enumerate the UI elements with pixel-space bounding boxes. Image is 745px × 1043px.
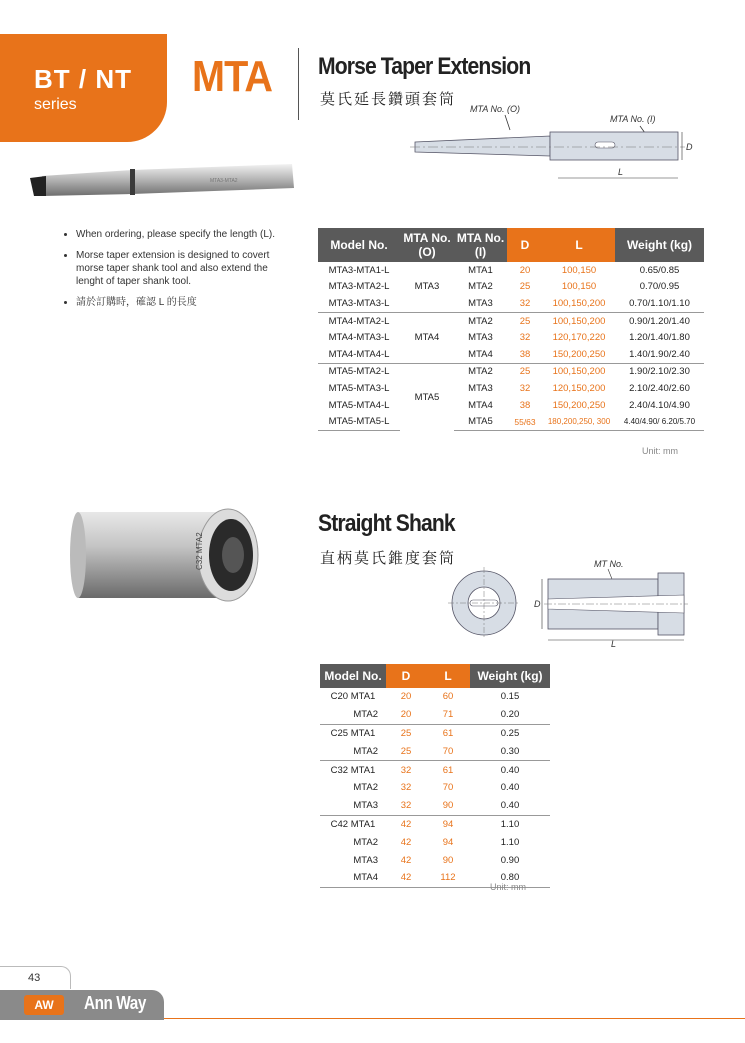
table-row: C25 MTA1 25 61 0.25 xyxy=(320,724,550,742)
taper-extension-photo xyxy=(22,160,302,210)
unit-label-1: Unit: mm xyxy=(642,446,678,456)
col-model: Model No. xyxy=(320,664,386,688)
photo-marking: MTA3-MTA2 xyxy=(210,178,238,184)
page-title-zh: 莫氏延長鑽頭套筒 xyxy=(320,91,457,108)
straight-shank-photo xyxy=(68,500,268,610)
ordering-notes xyxy=(60,228,276,317)
col-weight: Weight (kg) xyxy=(470,664,550,688)
table-row: MTA4-MTA4-L MTA4 38 150,200,250 1.40/1.90/2.40 xyxy=(328,348,690,360)
table-row: MTA5-MTA4-L MTA4 38 150,200,250 2.40/4.10/4.90 xyxy=(328,399,690,411)
table-row: MTA3 32 90 0.40 xyxy=(353,800,520,812)
label-mta-i: MTA No. (I) xyxy=(610,114,656,124)
table-row: MTA2 25 70 0.30 xyxy=(353,745,520,757)
page-title: Morse Taper Extension xyxy=(318,53,531,80)
table-row: MTA3 42 90 0.90 xyxy=(353,854,520,866)
col-d: D xyxy=(386,664,426,688)
col-mta-i: MTA No. (I) xyxy=(454,228,507,262)
label-l-2: L xyxy=(611,639,617,649)
table-row: MTA5-MTA3-L MTA3 32 120,150,200 2.10/2.40/2.60 xyxy=(328,382,690,394)
col-model: Model No. xyxy=(318,228,400,262)
series-title: BT / NT xyxy=(34,64,132,94)
label-d: D xyxy=(686,142,693,152)
table-row: C42 MTA1 42 94 1.10 xyxy=(320,815,550,833)
brand-name: Ann Way xyxy=(84,993,146,1013)
taper-extension-table xyxy=(318,228,704,431)
col-l: L xyxy=(543,228,615,262)
note-item: • Morse taper extension is designed to covert morse taper shank tool and also extend the lenght of taper shank tool. xyxy=(76,249,276,288)
unit-label-2: Unit: mm xyxy=(490,882,526,892)
mta-logo: MTA xyxy=(192,52,273,101)
label-d-2: D xyxy=(534,599,541,609)
col-d: D xyxy=(507,228,543,262)
col-weight: Weight (kg) xyxy=(615,228,704,262)
table-row: MTA3-MTA2-L MTA2 25 100,150 0.70/0.95 xyxy=(328,281,680,293)
photo-marking-2: C32 MTA2 xyxy=(195,532,204,570)
table-row: MTA4-MTA3-L MTA3 32 120,170,220 1.20/1.40/1.80 xyxy=(328,332,690,344)
col-mta-o: MTA No. (O) xyxy=(400,228,454,262)
footer-divider xyxy=(164,1018,745,1019)
straight-shank-table xyxy=(320,664,550,888)
section-title: Straight Shank xyxy=(318,510,455,537)
table-row: MTA5-MTA2-L MTA5 MTA2 25 100,150,200 1.90/2.10/2.30 xyxy=(318,363,704,380)
series-badge xyxy=(0,34,167,142)
label-mt-no: MT No. xyxy=(594,559,624,569)
group-mta3: MTA3 xyxy=(414,281,440,293)
table-row: C32 MTA1 32 61 0.40 xyxy=(320,761,550,779)
table-row: MTA4 42 112 0.80 xyxy=(320,869,550,887)
table-row: MTA3-MTA3-L MTA3 32 100,150,200 0.70/1.10/1.10 xyxy=(328,297,690,309)
table-row: MTA3-MTA1-L MTA3 MTA1 20 100,150 0.65/0.85 xyxy=(318,262,704,279)
note-item: • 請於訂購時，確認 L 的長度 xyxy=(76,296,276,309)
annway-logo-icon: AW xyxy=(24,995,64,1015)
series-subtitle: series xyxy=(34,96,77,113)
group-mta5: MTA5 xyxy=(400,363,454,430)
table-row: MTA5-MTA5-L MTA5 55/63 180,200,250, 300 4.40/4.90/ 6.20/5.70 xyxy=(318,413,704,430)
table-row: MTA2 20 71 0.20 xyxy=(353,709,520,721)
section-title-zh: 直柄莫氏錐度套筒 xyxy=(320,550,457,567)
straight-shank-drawing xyxy=(448,555,708,650)
note-item: • When ordering, please specify the length (L). xyxy=(76,228,276,241)
header-divider xyxy=(298,48,299,120)
col-l: L xyxy=(426,664,470,688)
table-row: MTA2 42 94 1.10 xyxy=(353,836,520,848)
taper-extension-drawing xyxy=(410,100,710,190)
table-row: C20 MTA1 20 60 0.15 xyxy=(330,691,520,703)
table-row: MTA2 32 70 0.40 xyxy=(353,782,520,794)
page-number: 43 xyxy=(28,972,41,984)
table-row: MTA4-MTA2-L MTA4 MTA2 25 100,150,200 0.90/1.20/1.40 xyxy=(318,312,704,329)
group-mta4: MTA4 xyxy=(400,312,454,363)
label-l: L xyxy=(618,167,624,177)
label-mta-o: MTA No. (O) xyxy=(470,104,520,114)
